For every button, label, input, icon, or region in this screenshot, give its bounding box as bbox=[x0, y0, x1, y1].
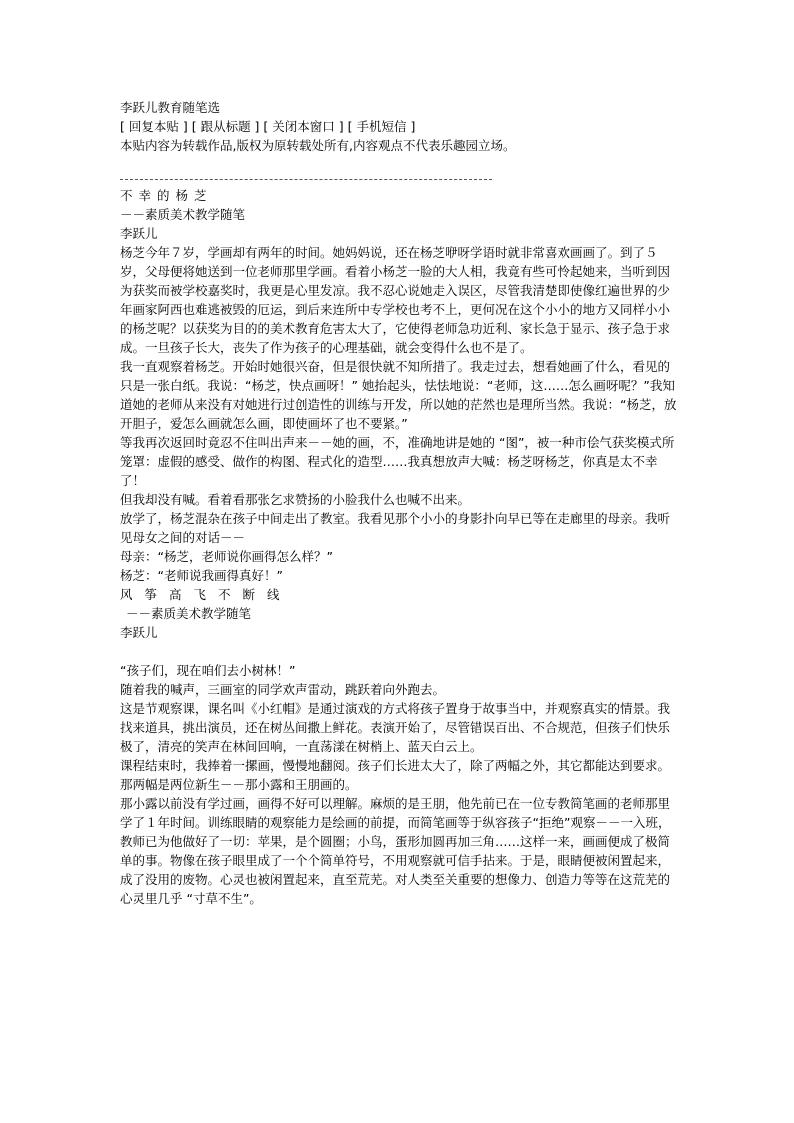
page-title: 李跃儿教育随笔选 bbox=[120, 100, 221, 115]
close-window-link[interactable]: 关闭本窗口 bbox=[272, 119, 335, 134]
paragraph: 但我却没有喊。看着看那张乞求赞扬的小脸我什么也喊不出来。 bbox=[120, 492, 471, 507]
reply-link[interactable]: 回复本贴 bbox=[128, 119, 179, 134]
paragraph: “孩子们，现在咱们去小树林！” bbox=[120, 663, 296, 678]
paragraph: 杨芝：“老师说我画得真好！” bbox=[120, 568, 283, 583]
article-title: 风筝高飞不断线 bbox=[120, 587, 292, 602]
paragraph: 杨芝今年７岁，学画却有两年的时间。她妈妈说，还在杨芝咿呀学语时就非常喜欢画画了。到了５岁，父母便将她送到一位老师那里学画。看着小杨芝一脸的大人相，我竟有些可怜起她来，当听到因为获奖而被学校嘉奖时，我更是心里发凉。我不忍心说她走入误区，尽管我清楚即使像红遍世界的少年画家阿西也难逃被毁的厄运，到后来连所中专学校也考不上，更何况在这个小小的地方又同样小小的杨芝呢？以获奖为目的的美术教育危害太大了，它使得老师急功近利、家长急于显示、孩子急于求成。一旦孩子长大，丧失了作为孩子的心理基础，就会变得什么也不是了。 bbox=[120, 245, 671, 355]
paragraph: 那小露以前没有学过画，画得不好可以理解。麻烦的是王朋，他先前已在一位专教简笔画的老师那里学了１年时间。训练眼睛的观察能力是绘画的前提，而简笔画等于纵容孩子“拒绝”观察－－一入班，教师已为他做好了一切：苹果，是个圆圈；小鸟，蛋形加圆再加三角……这样一来，画画便成了极简单的事。物像在孩子眼里成了一个个简单符号，不用观察就可信手拈来。于是，眼睛便被闲置起来，成了没用的废物。心灵也被闲置起来，直至荒芜。对人类至关重要的想像力、创造力等等在这荒芜的心灵里几乎 “寸草不生”。 bbox=[120, 796, 671, 906]
paragraph: 等我再次返回时竟忍不住叫出声来－－她的画，不，准确地讲是她的 “图”，被一种市侩气获奖模式所笼罩：虚假的感受、做作的构图、程式化的造型……我真想放声大喊：杨芝呀杨芝，你真是太不幸了！ bbox=[120, 435, 675, 488]
article-author: 李跃儿 bbox=[120, 625, 158, 640]
divider bbox=[120, 179, 492, 180]
paragraph: 母亲：“杨芝，老师说你画得怎么样？” bbox=[120, 549, 333, 564]
paragraph: 我一直观察着杨芝。开始时她很兴奋，但是很快就不知所措了。我走过去，想看她画了什么，看见的只是一张白纸。我说：“杨芝，快点画呀！” 她抬起头，怯怯地说：“老师，这……怎么画呀呢？”我知道她的老师从来没有对她进行过创造性的训练与开发，所以她的茫然也是理所当然。我说：“杨芝，放开胆子，爱怎么画就怎么画，即使画坏了也不要紧。” bbox=[120, 359, 677, 431]
article-author: 李跃儿 bbox=[120, 226, 158, 241]
paragraph: 这是节观察课，课名叫《小红帽》是通过演戏的方式将孩子置身于故事当中，并观察真实的情景。我找来道具，挑出演员，还在树丛间撒上鲜花。表演开始了，尽管错误百出、不合规范，但孩子们快乐极了，清亮的笑声在林间回响，一直荡漾在树梢上、蓝天白云上。 bbox=[120, 701, 671, 754]
follow-title-link[interactable]: 跟从标题 bbox=[200, 119, 251, 134]
paragraph: 随着我的喊声，三画室的同学欢声雷动，跳跃着向外跑去。 bbox=[120, 682, 446, 697]
post-action-nav: [ 回复本贴 ] [ 跟从标题 ] [ 关闭本窗口 ] [ 手机短信 ] bbox=[120, 119, 416, 134]
paragraph: 放学了，杨芝混杂在孩子中间走出了教室。我看见那个小小的身影扑向早已等在走廊里的母亲。我听见母女之间的对话－－ bbox=[120, 511, 671, 545]
repost-notice: 本贴内容为转载作品,版权为原转载处所有,内容观点不代表乐趣园立场。 bbox=[120, 138, 516, 153]
mobile-sms-link[interactable]: 手机短信 bbox=[356, 119, 407, 134]
document-page bbox=[120, 98, 680, 908]
article-subtitle: －－素质美术教学随笔 bbox=[126, 606, 252, 621]
blank-line bbox=[120, 642, 680, 661]
paragraph: 课程结束时，我捧着一摞画，慢慢地翻阅。孩子们长进太大了，除了两幅之外，其它都能达到要求。那两幅是两位新生－－那小露和王朋画的。 bbox=[120, 758, 671, 792]
article-title: 不幸的杨芝 bbox=[120, 188, 213, 203]
article-subtitle: －－素质美术教学随笔 bbox=[120, 207, 246, 222]
